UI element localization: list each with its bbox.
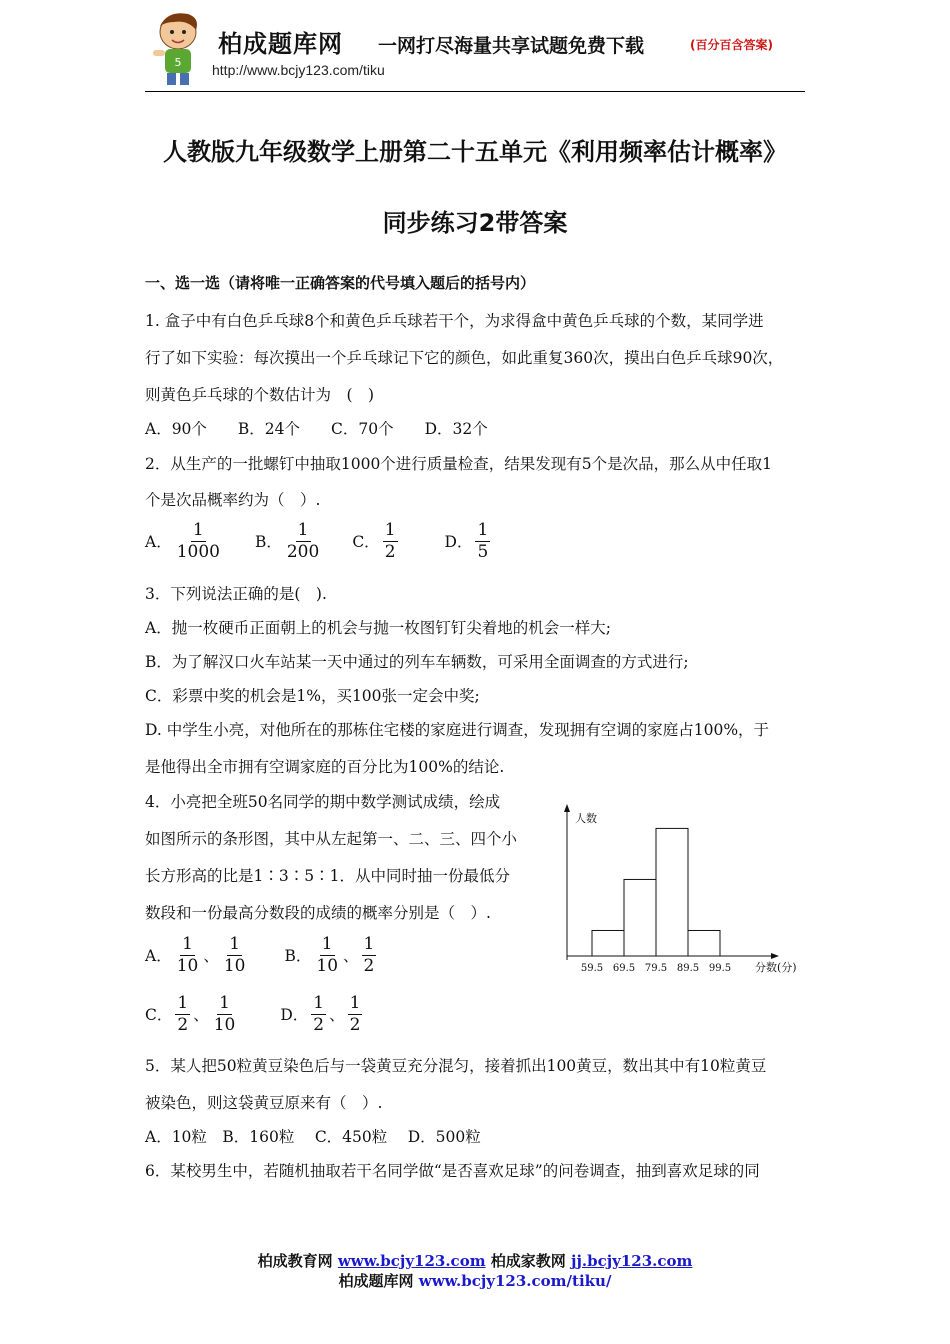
q2-line1: 2．从生产的一批螺钉中抽取1000个进行质量检查，结果发现有5个是次品，那么从中任取1 bbox=[145, 455, 773, 473]
q3-line1: 3．下列说法正确的是( ). bbox=[145, 585, 327, 603]
chart-axes bbox=[564, 804, 779, 960]
score-histogram-chart bbox=[555, 800, 815, 985]
q4-option-c-label: C． bbox=[145, 1006, 173, 1025]
footer-line2 bbox=[0, 1270, 950, 1291]
q4-option-d-fraction2: $\frac{1}{2}$ bbox=[349, 993, 361, 1035]
x-axis-arrow bbox=[771, 953, 779, 959]
q4-option-b-separator: 、 bbox=[343, 947, 359, 966]
x-tick-label: 69.5 bbox=[612, 963, 636, 974]
q3-option-c: C．彩票中奖的机会是1%，买100张一定会中奖; bbox=[145, 687, 480, 705]
chart-bars bbox=[592, 828, 720, 956]
q4-line3: 长方形高的比是1∶3∶5∶1．从中同时抽一份最低分 bbox=[145, 867, 510, 885]
footer-line1 bbox=[0, 1250, 950, 1271]
footer-label-tiku: 柏成题库网 bbox=[338, 1272, 419, 1290]
q2-option-b-label: B． bbox=[254, 533, 282, 552]
q3-option-b: B．为了解汉口火车站某一天中通过的列车车辆数，可采用全面调查的方式进行; bbox=[145, 653, 689, 671]
header-badge: (百分百含答案) bbox=[690, 38, 773, 52]
histogram-bar-4 bbox=[688, 930, 720, 956]
q3-option-a: A．抛一枚硬币正面朝上的机会与抛一枚图钉钉尖着地的机会一样大; bbox=[145, 619, 611, 637]
q1-line3: 则黄色乒乓球的个数估计为 ( ) bbox=[145, 386, 375, 404]
x-tick-label: 99.5 bbox=[708, 963, 732, 974]
histogram-bar-3 bbox=[656, 828, 688, 956]
q1-line2: 行了如下实验：每次摸出一个乒乓球记下它的颜色，如此重复360次，摸出白色乒乓球90次， bbox=[145, 349, 784, 367]
q4-option-d-fraction1: $\frac{1}{2}$ bbox=[313, 993, 325, 1035]
x-tick-label: 79.5 bbox=[644, 963, 668, 974]
header-divider bbox=[145, 91, 805, 92]
q4-option-b-fraction2: $\frac{1}{2}$ bbox=[363, 934, 375, 976]
mascot-logo-icon bbox=[148, 10, 208, 88]
x-tick-label: 89.5 bbox=[676, 963, 700, 974]
x-tick-label: 59.5 bbox=[580, 963, 604, 974]
q3-option-d-line1: D. 中学生小亮，对他所在的那栋住宅楼的家庭进行调查，发现拥有空调的家庭占100%，于 bbox=[145, 721, 770, 739]
q4-option-d-label: D． bbox=[280, 1006, 309, 1025]
q2-option-c-fraction: $\frac{1}{2}$ bbox=[384, 520, 396, 562]
chart-tick-labels bbox=[581, 963, 731, 974]
q4-option-a-label: A． bbox=[145, 947, 172, 966]
q4-option-a-fraction1: $\frac{1}{10}$ bbox=[176, 934, 199, 976]
q2-option-a-label: A． bbox=[145, 533, 172, 552]
q4-option-c-fraction2: $\frac{1}{10}$ bbox=[213, 993, 236, 1035]
q4-option-b-label: B． bbox=[284, 947, 312, 966]
q4-option-b-fraction1: $\frac{1}{10}$ bbox=[316, 934, 339, 976]
q2-options bbox=[145, 521, 493, 561]
footer-link-tutor[interactable]: jj.bcjy123.com bbox=[571, 1252, 693, 1270]
q2-option-c-label: C． bbox=[352, 533, 380, 552]
q5-options: A．10粒 B．160粒 C．450粒 D．500粒 bbox=[145, 1128, 481, 1146]
y-axis-arrow bbox=[564, 804, 570, 812]
q4-options-row2 bbox=[145, 994, 365, 1034]
section-heading: 一、选一选（请将唯一正确答案的代号填入题后的括号内） bbox=[145, 274, 536, 292]
page-title-line2: 同步练习2带答案 bbox=[382, 209, 568, 237]
footer-link-edu[interactable]: www.bcjy123.com bbox=[337, 1252, 486, 1270]
q3-option-d-line2: 是他得出全市拥有空调家庭的百分比为100%的结论. bbox=[145, 758, 505, 776]
page-title-line1: 人教版九年级数学上册第二十五单元《利用频率估计概率》 bbox=[163, 138, 787, 166]
histogram-bar-1 bbox=[592, 930, 624, 956]
header-url: http://www.bcjy123.com/tiku bbox=[212, 62, 385, 78]
q4-line4: 数段和一份最高分数段的成绩的概率分别是（ ）. bbox=[145, 904, 491, 922]
chart-y-label: 人数 bbox=[575, 812, 597, 825]
chart-x-label: 分数(分) bbox=[755, 961, 797, 974]
header-slogan: 一网打尽海量共享试题免费下载 bbox=[378, 35, 645, 57]
q4-option-a-separator: 、 bbox=[203, 947, 219, 966]
q2-option-d-label: D． bbox=[444, 533, 473, 552]
q2-option-a-fraction: $\frac{1}{1000}$ bbox=[176, 520, 220, 562]
q4-option-c-fraction1: $\frac{1}{2}$ bbox=[177, 993, 189, 1035]
q4-options-row1 bbox=[145, 935, 379, 975]
svg-text:5: 5 bbox=[174, 56, 182, 69]
q2-option-d-fraction: $\frac{1}{5}$ bbox=[477, 520, 489, 562]
footer-link-tiku[interactable]: www.bcjy123.com/tiku/ bbox=[418, 1272, 612, 1290]
q5-line2: 被染色，则这袋黄豆原来有（ ）. bbox=[145, 1094, 383, 1112]
footer-label-edu: 柏成教育网 bbox=[257, 1252, 338, 1270]
q1-options: A．90个 B．24个 C．70个 D．32个 bbox=[145, 420, 488, 438]
q1-line1: 1. 盒子中有白色乒乓球8个和黄色乒乓球若干个，为求得盒中黄色乒乓球的个数，某同学进 bbox=[145, 312, 764, 330]
q2-option-b-fraction: $\frac{1}{200}$ bbox=[286, 520, 320, 562]
q2-line2: 个是次品概率约为（ ）. bbox=[145, 491, 321, 509]
footer-label-tutor: 柏成家教网 bbox=[485, 1252, 572, 1270]
q4-option-c-separator: 、 bbox=[193, 1006, 209, 1025]
q4-option-a-fraction2: $\frac{1}{10}$ bbox=[223, 934, 246, 976]
q6-line1: 6．某校男生中，若随机抽取若干名同学做“是否喜欢足球”的问卷调查，抽到喜欢足球的同 bbox=[145, 1162, 760, 1180]
histogram-bar-2 bbox=[624, 879, 656, 956]
q4-line1: 4．小亮把全班50名同学的期中数学测试成绩，绘成 bbox=[145, 793, 501, 811]
q4-line2: 如图所示的条形图，其中从左起第一、二、三、四个小 bbox=[145, 830, 518, 848]
header-brand: 柏成题库网 bbox=[218, 29, 343, 58]
q5-line1: 5．某人把50粒黄豆染色后与一袋黄豆充分混匀，接着抓出100黄豆，数出其中有10粒黄豆 bbox=[145, 1057, 767, 1075]
q4-option-d-separator: 、 bbox=[329, 1006, 345, 1025]
